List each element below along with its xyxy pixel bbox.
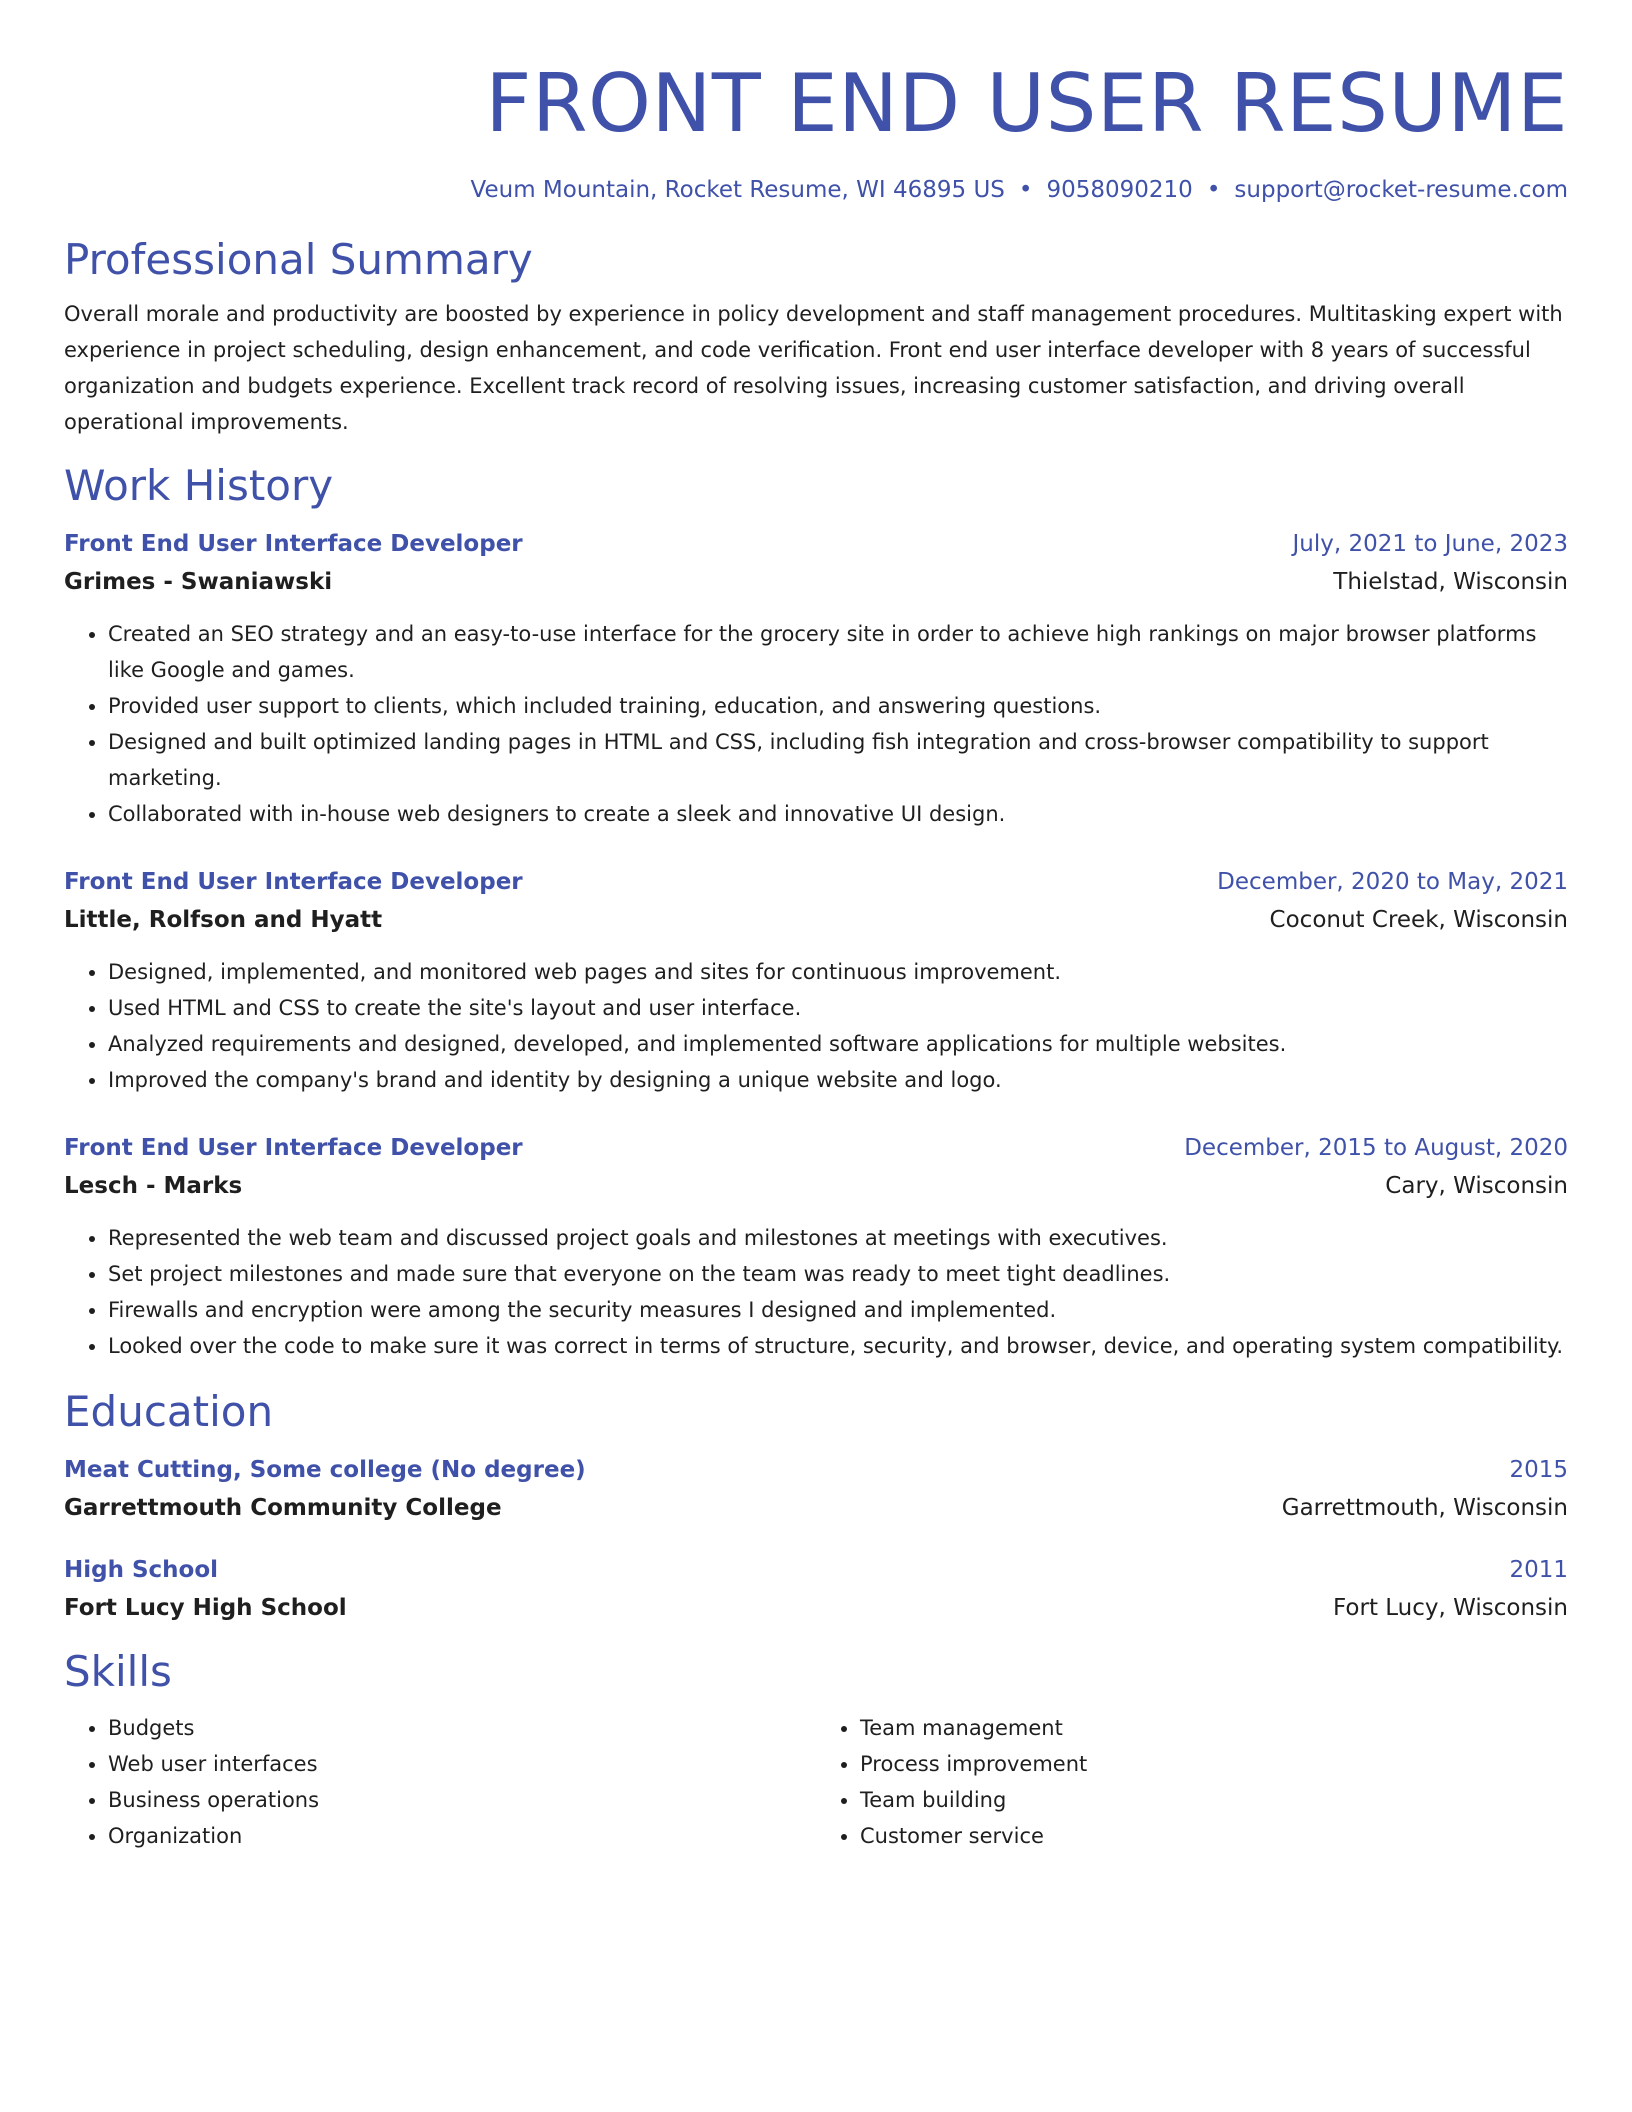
education-location: Fort Lucy, Wisconsin <box>1333 1595 1568 1621</box>
job-role: Front End User Interface Developer <box>64 531 523 557</box>
education-school: Garrettmouth Community College <box>64 1495 502 1521</box>
job-company: Grimes - Swaniawski <box>64 569 333 595</box>
job-company: Little, Rolfson and Hyatt <box>64 907 383 933</box>
job-bullets <box>64 616 1568 832</box>
resume-name: FRONT END USER RESUME <box>485 57 1568 150</box>
list-item: • Set project milestones and made sure that everyone on the team was ready to meet tight deadlines. <box>108 1256 1568 1292</box>
education-location: Garrettmouth, Wisconsin <box>1281 1495 1568 1521</box>
job-company: Lesch - Marks <box>64 1173 243 1199</box>
list-item: • Budgets <box>108 1710 816 1746</box>
education-degree: Meat Cutting, Some college (No degree) <box>64 1457 586 1483</box>
list-item: • Firewalls and encryption were among the security measures I designed and implemented. <box>108 1292 1568 1328</box>
list-item: • Business operations <box>108 1782 816 1818</box>
list-item: • Analyzed requirements and designed, developed, and implemented software applications for multiple websites. <box>108 1026 1568 1062</box>
job-entry <box>64 866 1568 1098</box>
job-location: Cary, Wisconsin <box>1385 1173 1568 1199</box>
contact-email: support@rocket-resume.com <box>1234 177 1568 203</box>
section-title-skills: Skills <box>64 1647 172 1696</box>
job-bullets <box>64 954 1568 1098</box>
job-role: Front End User Interface Developer <box>64 869 523 895</box>
list-item: • Collaborated with in-house web designers to create a sleek and innovative UI design. <box>108 796 1568 832</box>
list-item: • Process improvement <box>860 1746 1568 1782</box>
list-item: • Organization <box>108 1818 816 1854</box>
skills-column-left <box>64 1710 816 1854</box>
list-item: • Looked over the code to make sure it was correct in terms of structure, security, and browser, device, and operating system compatibility. <box>108 1328 1568 1364</box>
list-item: • Team building <box>860 1782 1568 1818</box>
list-item: • Designed, implemented, and monitored web pages and sites for continuous improvement. <box>108 954 1568 990</box>
list-item: • Designed and built optimized landing pages in HTML and CSS, including fish integration and cross-browser compatibility to support marketing. <box>108 724 1568 796</box>
list-item: • Team management <box>860 1710 1568 1746</box>
section-title-education: Education <box>64 1387 274 1436</box>
job-dates: December, 2020 to May, 2021 <box>1217 869 1568 895</box>
list-item: • Improved the company's brand and identity by designing a unique website and logo. <box>108 1062 1568 1098</box>
job-entry <box>64 1132 1568 1364</box>
list-item: • Represented the web team and discussed project goals and milestones at meetings with executives. <box>108 1220 1568 1256</box>
contact-separator: • <box>1018 177 1033 203</box>
list-item: • Web user interfaces <box>108 1746 816 1782</box>
job-dates: December, 2015 to August, 2020 <box>1184 1135 1568 1161</box>
contact-line <box>64 174 1568 206</box>
job-entry <box>64 528 1568 832</box>
list-item: • Provided user support to clients, which included training, education, and answering questions. <box>108 688 1568 724</box>
education-entry <box>64 1454 1568 1524</box>
job-location: Coconut Creek, Wisconsin <box>1269 907 1568 933</box>
summary-text: Overall morale and productivity are boosted by experience in policy development and staff management procedures. Multitasking expert with experience in project scheduling, design enhancement, and code verification. Front end user interface developer with 8 years of successful organization and budgets experience. Excellent track record of resolving issues, increasing customer satisfaction, and driving overall operational improvements. <box>64 302 1563 434</box>
job-bullets <box>64 1220 1568 1364</box>
contact-separator: • <box>1206 177 1221 203</box>
section-title-summary: Professional Summary <box>64 235 533 284</box>
skills-list <box>64 1710 1568 1854</box>
education-degree: High School <box>64 1557 219 1583</box>
education-school: Fort Lucy High School <box>64 1595 347 1621</box>
contact-phone: 9058090210 <box>1046 177 1193 203</box>
list-item: • Used HTML and CSS to create the site's layout and user interface. <box>108 990 1568 1026</box>
education-year: 2015 <box>1509 1457 1568 1483</box>
resume-page <box>64 56 1568 1854</box>
list-item: • Created an SEO strategy and an easy-to-use interface for the grocery site in order to achieve high rankings on major browser platforms like Google and games. <box>108 616 1568 688</box>
contact-address: Veum Mountain, Rocket Resume, WI 46895 US <box>470 177 1005 203</box>
list-item: • Customer service <box>860 1818 1568 1854</box>
skills-column-right <box>816 1710 1568 1854</box>
job-role: Front End User Interface Developer <box>64 1135 523 1161</box>
job-dates: July, 2021 to June, 2023 <box>1292 531 1568 557</box>
education-entry <box>64 1554 1568 1624</box>
education-year: 2011 <box>1509 1557 1568 1583</box>
job-location: Thielstad, Wisconsin <box>1333 569 1568 595</box>
section-title-work-history: Work History <box>64 461 334 510</box>
